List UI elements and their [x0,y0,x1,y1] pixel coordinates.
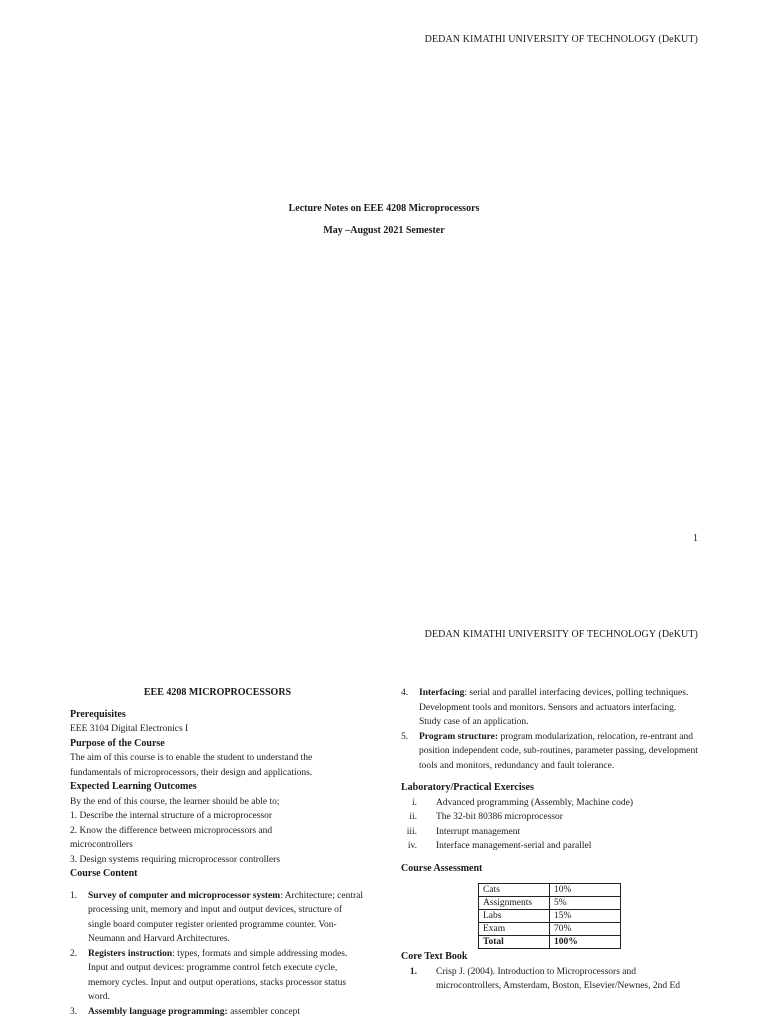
table-row: Labs 15% [479,910,621,923]
textbook-heading: Core Text Book [401,951,468,962]
list-item: i. Advanced programming (Assembly, Machine code) [411,797,633,808]
table-row-total: Total 100% [479,936,621,949]
page2-header: DEDAN KIMATHI UNIVERSITY OF TECHNOLOGY (DeKUT) [424,629,698,640]
list-item: iii. Interrupt management [406,826,521,837]
list-item: ii. The 32-bit 80386 microprocessor [409,812,563,822]
prerequisites-heading: Prerequisites [70,708,126,720]
outcome-1: 1. Describe the internal structure of a microprocessor [70,811,273,821]
list-item: 1. Crisp J. (2004). Introduction to Microprocessors and microcontrollers, Amsterdam, Boston, Elsevier/Newnes, 2nd Ed [409,966,681,991]
page-number: 1 [693,533,698,544]
list-item: 5. Program structure: program modularization, relocation, re-entrant and position independent code, sub-routines, parameter passing, development tools and monitors, redundancy and fault tolerance. [401,731,698,771]
assessment-table [478,883,621,949]
lab-list [401,796,698,854]
outcomes-intro: By the end of this course, the learner should be able to; [70,796,280,807]
course-title: EEE 4208 MICROPROCESSORS [143,687,292,698]
right-column [401,686,698,994]
list-item: 3. Assembly language programming: assembler concept [70,1006,300,1017]
course-content-list [70,889,365,1020]
purpose-heading: Purpose of the Course [70,737,165,749]
textbook-list [401,965,698,994]
lab-heading: Laboratory/Practical Exercises [401,782,534,793]
assessment-heading: Course Assessment [401,862,483,874]
outcomes-heading: Expected Learning Outcomes [70,781,197,792]
semester-label: May –August 2021 Semester [323,225,445,236]
table-row: Cats 10% [479,884,621,897]
purpose-text-line1: The aim of this course is to enable the student to understand the [70,753,313,763]
prerequisites-text: EEE 3104 Digital Electronics I [70,724,189,734]
outcome-3: 3. Design systems requiring microprocessor controllers [70,854,281,865]
list-item: 2. Registers instruction: types, formats and simple addressing modes. Input and output devices: programme control fetch execute cycle, memory cycles. Input and output operations, stacks processor status word. [70,948,348,1002]
list-item: 1. Survey of computer and microprocessor system: Architecture; central processing unit, memory and input and output devices, structure of single board computer register oriented programme counter. Von-Neumann and Harvard Architectures. [70,890,364,944]
outcome-2a: 2. Know the difference between microprocessors and [70,825,273,836]
list-item: iv. Interface management-serial and parallel [407,841,592,851]
left-column [70,686,365,1019]
outcome-2b: microcontrollers [70,840,133,850]
list-item: 4. Interfacing: serial and parallel interfacing devices, polling techniques. Development tools and monitors. Sensors and actuators interfacing. Study case of an application. [401,688,689,727]
table-row: Exam 70% [479,923,621,936]
purpose-text-line2: fundamentals of microprocessors, their design and applications. [70,767,313,778]
page-title: Lecture Notes on EEE 4208 Microprocessors [288,203,480,214]
table-row: Assignments 5% [479,897,621,910]
page1-header: DEDAN KIMATHI UNIVERSITY OF TECHNOLOGY (DeKUT) [424,34,698,45]
course-content-heading: Course Content [70,868,138,879]
course-content-list-continued [401,686,698,773]
